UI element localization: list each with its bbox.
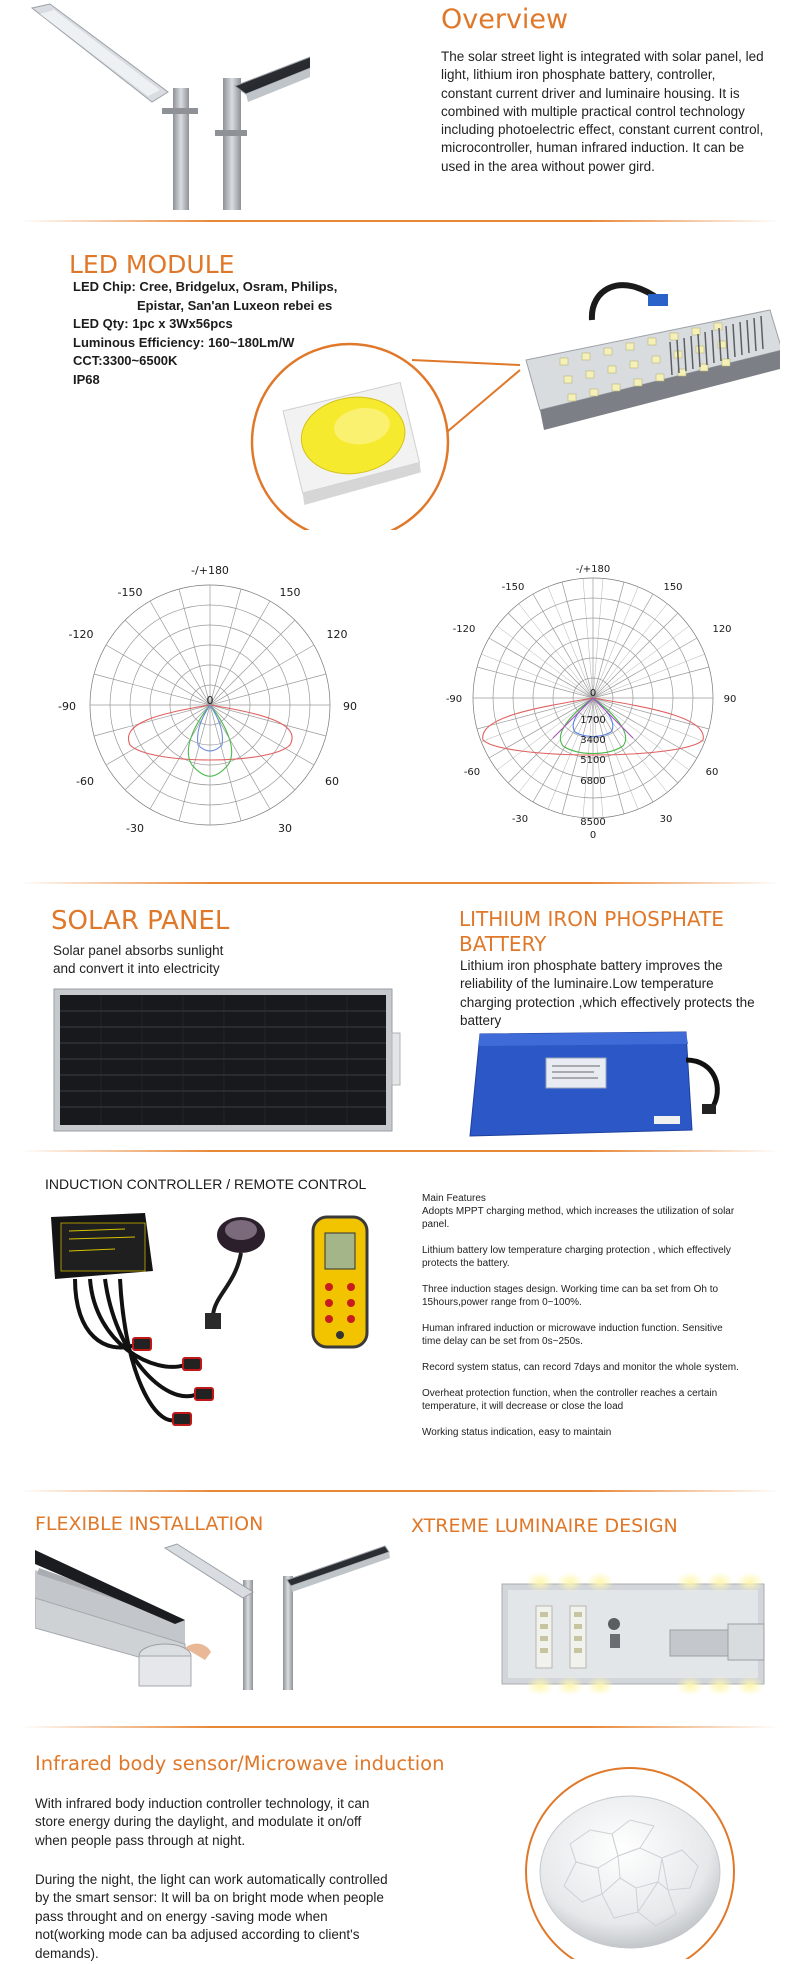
polar-left-label-n90: -90: [58, 700, 76, 713]
divider: [20, 220, 780, 222]
polar-right-label-n60: -60: [463, 767, 481, 778]
polar-right-label-n150: -150: [501, 582, 525, 593]
battery-title-line2: BATTERY: [459, 932, 547, 956]
polar-right-label-p120: 120: [712, 624, 732, 635]
polar-right-label-n90: -90: [445, 694, 463, 705]
sensor-dome-image: [490, 1764, 760, 1959]
polar-right-label-bottom: 0: [589, 830, 597, 841]
controller-title: INDUCTION CONTROLLER / REMOTE CONTROL: [45, 1176, 367, 1192]
feature-1: Adopts MPPT charging method, which increases the utilization of solar panel.: [422, 1206, 735, 1230]
feature-4: Human infrared induction or microwave induction function. Sensitive time delay can be set from 0s~250s.: [422, 1323, 723, 1347]
polar-right-radial-3: 5100: [580, 755, 606, 766]
overview-title: Overview: [441, 4, 569, 35]
divider: [20, 1150, 780, 1152]
polar-left-label-p120: 120: [326, 628, 348, 641]
polar-right-label-p30: 30: [659, 814, 673, 825]
polar-right-label-n30: -30: [511, 814, 529, 825]
polar-chart-right: [428, 560, 758, 845]
spec-qty: LED Qty: 1pc x 3Wx56pcs: [73, 316, 233, 331]
sensor-title: Infrared body sensor/Microwave induction: [35, 1752, 445, 1775]
feature-7: Working status indication, easy to maintain: [422, 1427, 612, 1438]
spec-cct: CCT:3300~6500K: [73, 353, 178, 368]
polar-right-label-p150: 150: [663, 582, 683, 593]
polar-left-label-p30: 30: [278, 822, 292, 835]
installation-title: FLEXIBLE INSTALLATION: [35, 1513, 264, 1535]
polar-left-label-center: 0: [206, 694, 214, 707]
battery-text: Lithium iron phosphate battery improves the reliability of the luminaire.Low temperature charging protection ,which effectively protects the battery: [460, 958, 755, 1028]
polar-chart-left: [45, 560, 375, 840]
polar-left-label-p60: 60: [325, 775, 339, 788]
divider: [20, 1726, 780, 1728]
polar-left-label-n30: -30: [126, 822, 144, 835]
battery-title-line1: LITHIUM IRON PHOSPHATE: [459, 907, 724, 931]
polar-left-label-n120: -120: [68, 628, 94, 641]
feature-5: Record system status, can record 7days and monitor the whole system.: [422, 1362, 739, 1373]
polar-right-label-center: 0: [589, 688, 597, 699]
polar-right-label-p90: 90: [723, 694, 737, 705]
polar-right-label-p60: 60: [705, 767, 719, 778]
led-module-image: [150, 270, 780, 530]
polar-left-label-n60: -60: [76, 775, 94, 788]
feature-2: Lithium battery low temperature charging protection , which effectively protects the battery.: [422, 1245, 731, 1269]
spec-ip: IP68: [73, 371, 100, 387]
polar-right-radial-4: 6800: [580, 776, 606, 787]
spec-chip-cont: Epistar, San'an Luxeon rebei es: [137, 297, 333, 313]
polar-right-radial-5: 8500: [580, 817, 606, 828]
solar-panel-text: [53, 942, 223, 978]
divider: [20, 882, 780, 884]
sensor-text-1: With infrared body induction controller technology, it can store energy during the daylight, and modulate it on/off when people pass through at night.: [35, 1796, 370, 1848]
installation-image: [35, 1540, 395, 1690]
led-module-title: LED MODULE: [69, 250, 235, 279]
solar-panel-text-line2: and convert it into electricity: [53, 961, 220, 976]
design-title: XTREME LUMINAIRE DESIGN: [411, 1515, 678, 1537]
spec-efficiency: Luminous Efficiency: 160~180Lm/W: [73, 334, 295, 350]
battery-image: [466, 1030, 726, 1140]
luminaire-design-image: [500, 1572, 772, 1694]
solar-panel-title: SOLAR PANEL: [51, 906, 230, 936]
sensor-text-2: During the night, the light can work automatically controlled by the smart sensor: It will ba on bright mode when people pass throught and on energy -saving mode when not(working mode can ba adjused according to client's demands).: [35, 1872, 388, 1961]
solar-panel-image: [53, 987, 403, 1135]
polar-left-label-n150: -150: [117, 586, 143, 599]
polar-right-radial-2: 3400: [580, 735, 606, 746]
polar-right-label-top: -/+180: [575, 564, 611, 575]
divider: [20, 1490, 780, 1492]
polar-left-label-p90: 90: [343, 700, 357, 713]
controller-images: [45, 1205, 390, 1445]
overview-street-light-image: [10, 0, 310, 210]
solar-panel-text-line1: Solar panel absorbs sunlight: [53, 943, 224, 958]
features-title: Main Features: [422, 1193, 486, 1204]
controller-features: [422, 1192, 742, 1439]
overview-text: The solar street light is integrated with solar panel, led light, lithium iron phosphate battery, controller, constant current driver and luminaire housing. It is combined with multiple practical control technology including photoelectric effect, constant current control, microcontroller, human infrared induction. It can be used in the area without power gird.: [441, 49, 764, 174]
polar-right-radial-1: 1700: [580, 715, 606, 726]
spec-chip: LED Chip: Cree, Bridgelux, Osram, Philips,: [73, 279, 338, 294]
feature-6: Overheat protection function, when the controller reaches a certain temperature, it will decrease or close the load: [422, 1388, 718, 1412]
polar-right-label-n120: -120: [452, 624, 476, 635]
battery-title: [459, 907, 724, 957]
polar-left-label-p150: 150: [279, 586, 301, 599]
polar-left-label-top: -/+180: [191, 564, 229, 577]
feature-3: Three induction stages design. Working time can ba set from Oh to 15hours,power range from 0~100%.: [422, 1284, 719, 1308]
